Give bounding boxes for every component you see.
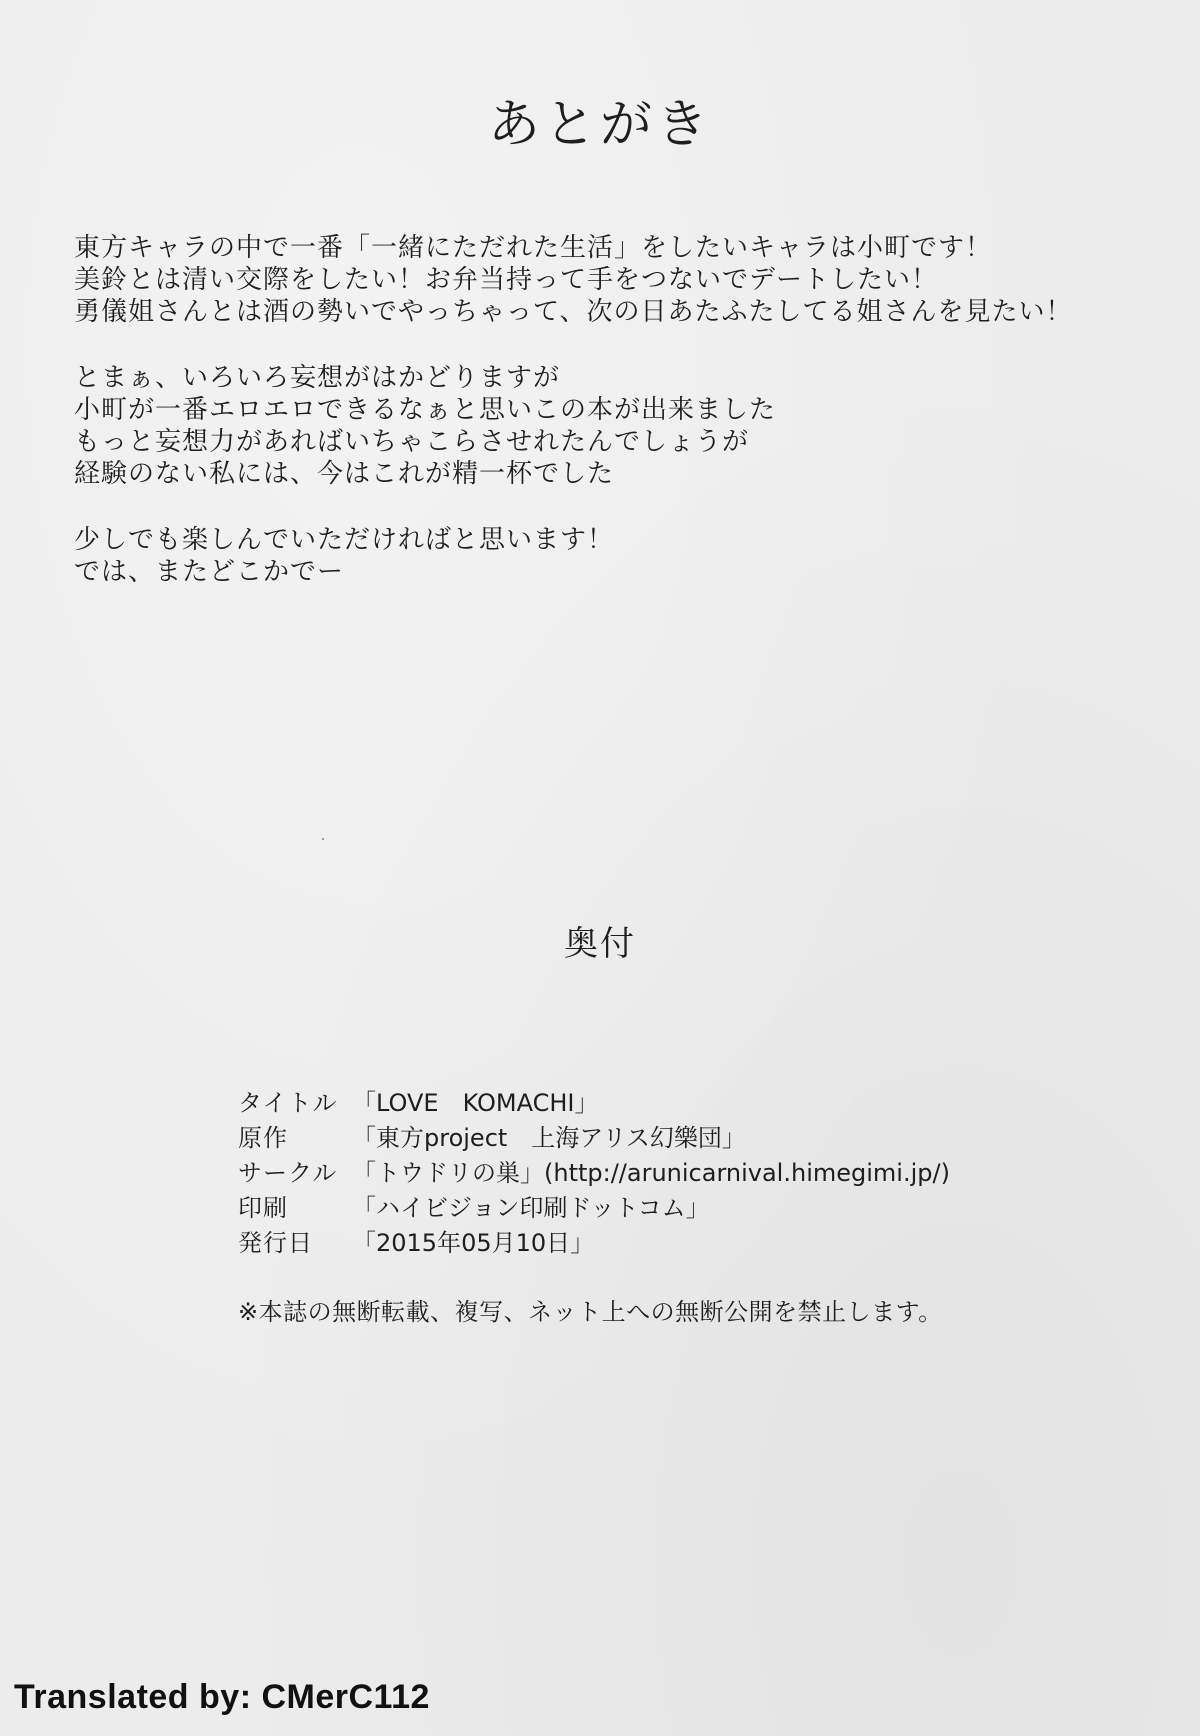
colophon-row-title <box>238 1086 950 1121</box>
afterword-line: 少しでも楽しんでいただければと思います！ <box>74 525 615 555</box>
paper-speck <box>322 838 324 840</box>
afterword-line: もっと妄想力があればいちゃこらさせれたんでしょうが <box>74 427 750 457</box>
afterword-title: あとがき <box>487 95 712 155</box>
afterword-line: 東方キャラの中で一番「一緒にただれた生活」をしたいキャラは小町です！ <box>74 233 993 263</box>
afterword-paragraph-2 <box>74 362 1134 490</box>
afterword-line: 小町が一番エロエロできるなぁと思いこの本が出来ました <box>74 395 777 425</box>
afterword-line: とまぁ、いろいろ妄想がはかどりますが <box>74 363 561 393</box>
colophon-row-printer <box>238 1191 950 1226</box>
colophon-row-circle <box>238 1156 950 1191</box>
colophon-label: 原作 <box>238 1124 288 1152</box>
colophon-value: 「トウドリの巣」(http://arunicarnival.himegimi.jp/) <box>352 1159 950 1187</box>
afterword-line: 経験のない私には、今はこれが精一杯でした <box>74 459 615 489</box>
afterword-line: 美鈴とは清い交際をしたい！お弁当持って手をつないでデートしたい！ <box>74 265 939 295</box>
colophon-label: 発行日 <box>238 1229 313 1257</box>
colophon-value: 「LOVE KOMACHI」 <box>352 1089 599 1117</box>
afterword-line: では、またどこかでー <box>74 557 345 587</box>
afterword-paragraph-3 <box>74 524 1134 588</box>
colophon-row-original <box>238 1121 950 1156</box>
colophon-row-date <box>238 1226 950 1261</box>
afterword-line: 勇儀姐さんとは酒の勢いでやっちゃって、次の日あたふたしてる姐さんを見たい！ <box>74 297 1073 327</box>
colophon-label: 印刷 <box>238 1194 288 1222</box>
colophon-value: 「2015年05月10日」 <box>352 1229 595 1257</box>
colophon-value: 「東方project 上海アリス幻樂団」 <box>352 1124 746 1152</box>
colophon-value: 「ハイビジョン印刷ドットコム」 <box>352 1194 710 1222</box>
colophon-title: 奥付 <box>564 924 636 964</box>
colophon-label: タイトル <box>238 1089 338 1117</box>
translator-credit: Translated by: CMerC112 <box>14 1678 430 1716</box>
afterword-body <box>74 232 1134 622</box>
copyright-notice: ※本誌の無断転載、複写、ネット上への無断公開を禁止します。 <box>238 1298 943 1326</box>
afterword-paragraph-1 <box>74 232 1134 328</box>
colophon-label: サークル <box>238 1159 338 1187</box>
colophon-table <box>238 1086 950 1261</box>
